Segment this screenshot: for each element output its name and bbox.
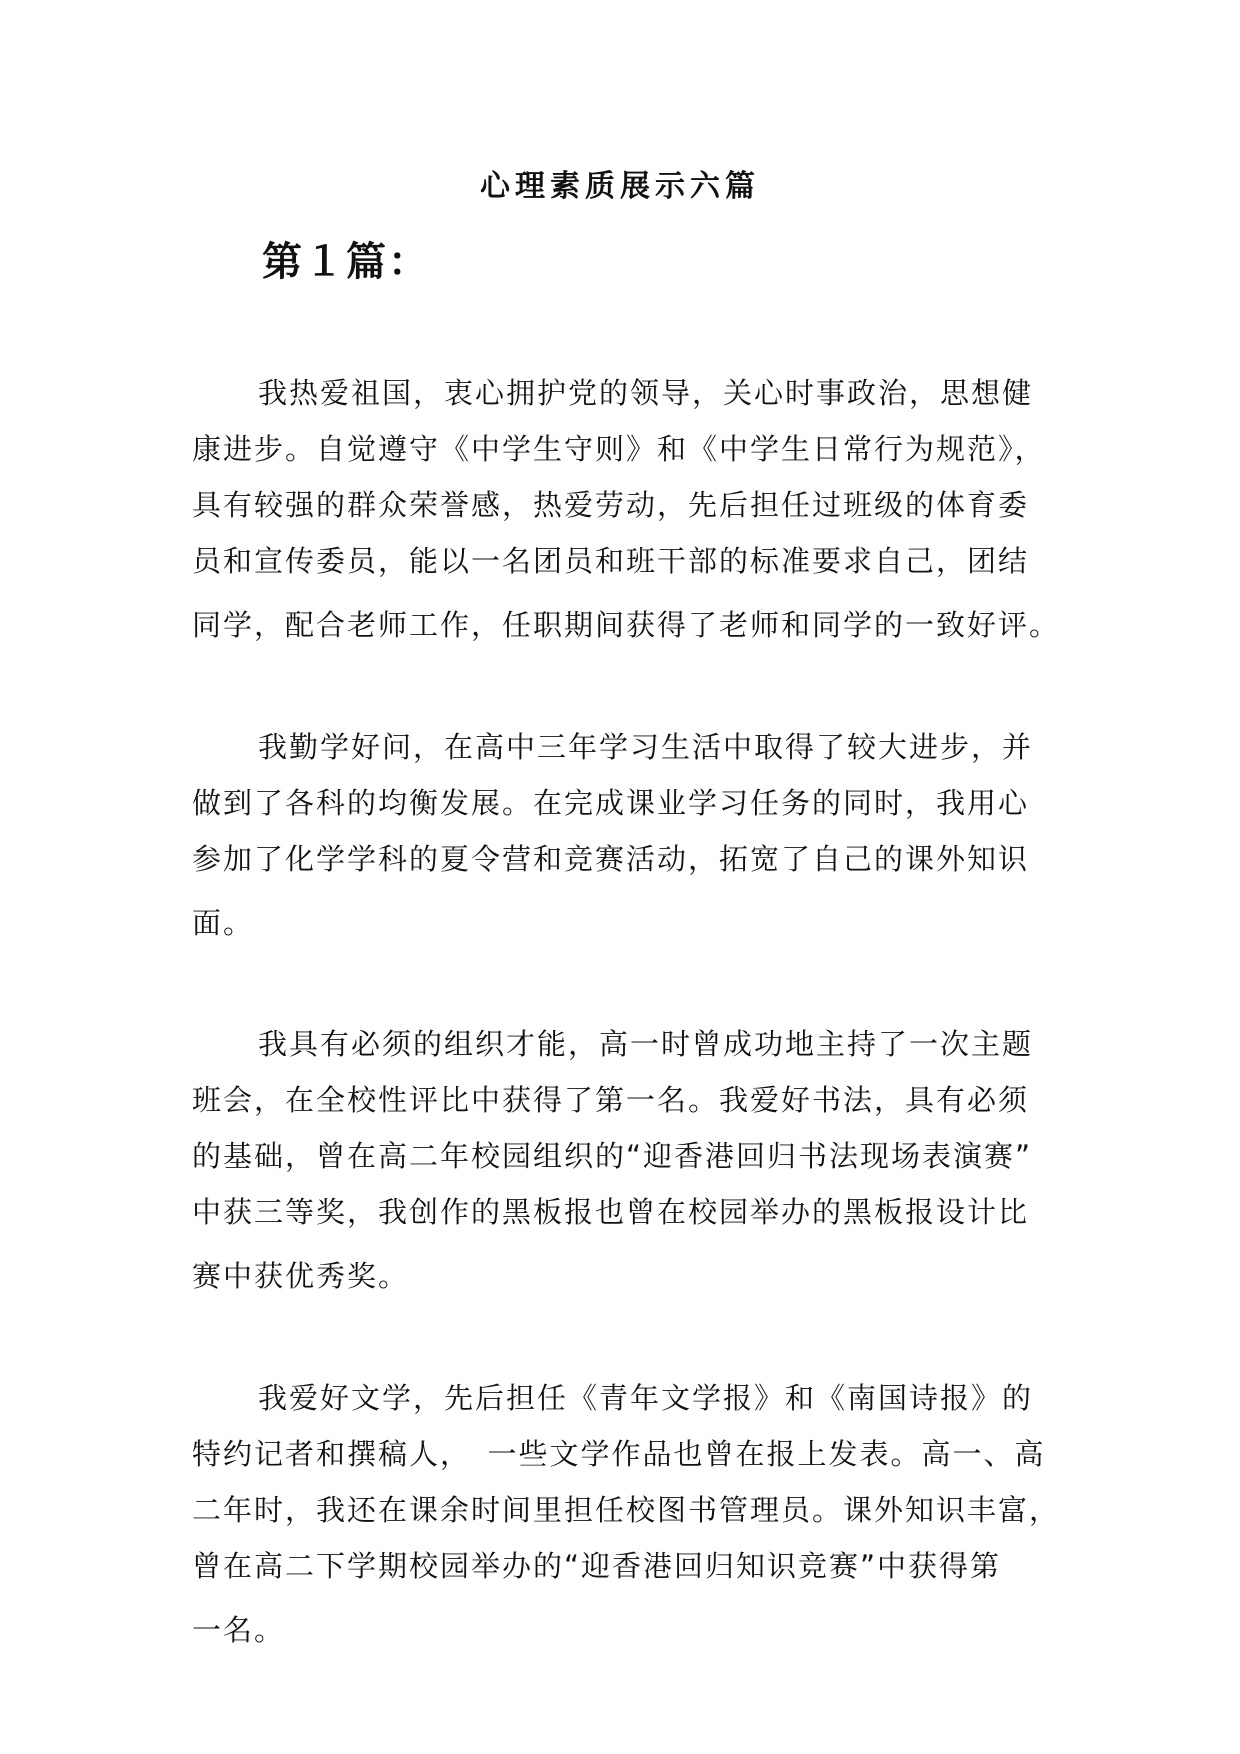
paragraph-line: 我热爱祖国，衷心拥护党的领导，关心时事政治，思想健 bbox=[258, 376, 1034, 410]
paragraph-3 bbox=[192, 1016, 1072, 1304]
paragraph-line: 康进步。自觉遵守《中学生守则》和《中学生日常行为规范》， bbox=[192, 432, 1046, 466]
section-heading: 第１篇： bbox=[262, 238, 430, 285]
paragraph-line: 赛中获优秀奖。 bbox=[192, 1259, 410, 1293]
paragraph-line: 同学，配合老师工作，任职期间获得了老师和同学的一致好评。 bbox=[192, 608, 1061, 642]
paragraph-line: 曾在高二下学期校园举办的“迎香港回归知识竞赛”中获得第 bbox=[192, 1549, 1002, 1583]
paragraph-line: 特约记者和撰稿人， 一些文学作品也曾在报上发表。高一、高 bbox=[192, 1437, 1046, 1471]
document-title: 心理素质展示六篇 bbox=[480, 169, 760, 204]
paragraph-line: 具有较强的群众荣誉感，热爱劳动，先后担任过班级的体育委 bbox=[192, 488, 1030, 522]
paragraph-line: 中获三等奖，我创作的黑板报也曾在校园举办的黑板报设计比 bbox=[192, 1195, 1030, 1229]
paragraph-4 bbox=[192, 1370, 1072, 1658]
paragraph-line: 我勤学好问，在高中三年学习生活中取得了较大进步，并 bbox=[258, 730, 1034, 764]
paragraph-line: 我爱好文学，先后担任《青年文学报》和《南国诗报》的 bbox=[258, 1381, 1034, 1415]
paragraph-line: 做到了各科的均衡发展。在完成课业学习任务的同时，我用心 bbox=[192, 786, 1030, 820]
paragraph-2 bbox=[192, 719, 1072, 951]
paragraph-1 bbox=[192, 365, 1072, 653]
paragraph-line: 员和宣传委员，能以一名团员和班干部的标准要求自己，团结 bbox=[192, 544, 1030, 578]
paragraph-line: 二年时，我还在课余时间里担任校图书管理员。课外知识丰富， bbox=[192, 1493, 1061, 1527]
paragraph-line: 的基础，曾在高二年校园组织的“迎香港回归书法现场表演赛” bbox=[192, 1139, 1033, 1173]
paragraph-line: 班会，在全校性评比中获得了第一名。我爱好书法，具有必须 bbox=[192, 1083, 1030, 1117]
paragraph-line: 面。 bbox=[192, 906, 255, 940]
paragraph-line: 一名。 bbox=[192, 1613, 286, 1647]
paragraph-line: 我具有必须的组织才能，高一时曾成功地主持了一次主题 bbox=[258, 1027, 1034, 1061]
paragraph-line: 参加了化学学科的夏令营和竞赛活动，拓宽了自己的课外知识 bbox=[192, 842, 1030, 876]
